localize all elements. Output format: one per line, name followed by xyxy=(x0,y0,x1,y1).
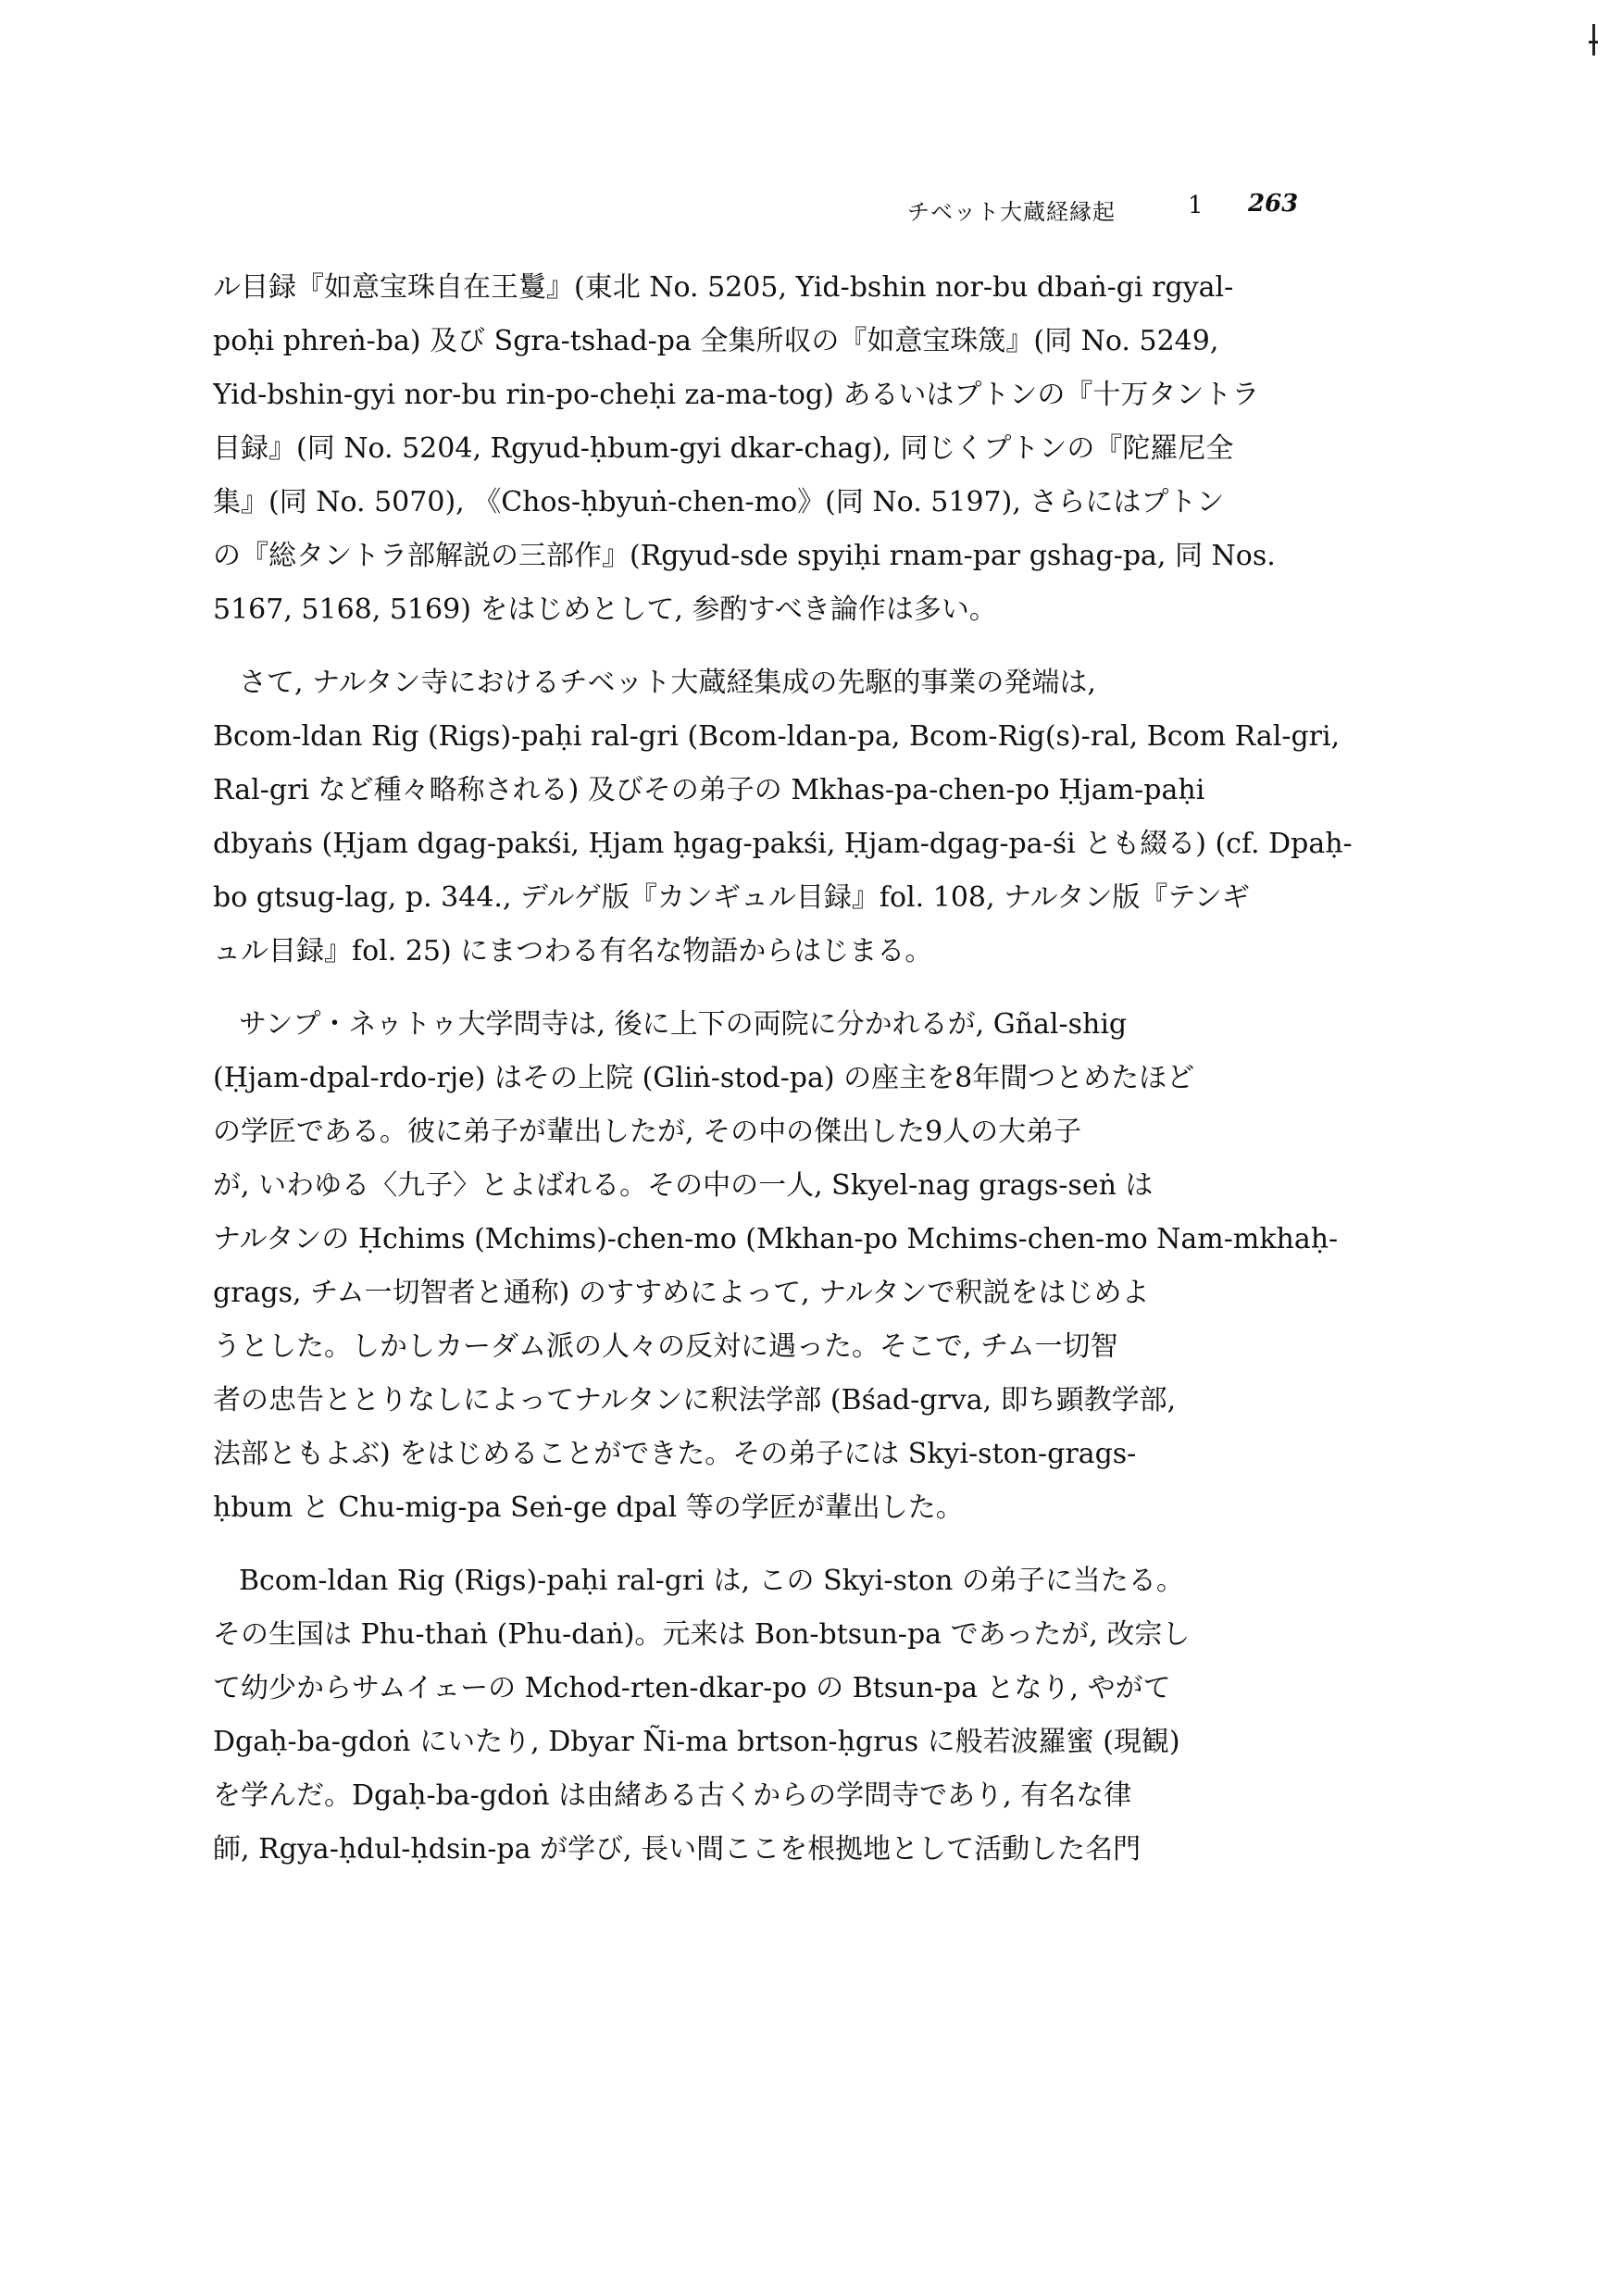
page-number: 263 xyxy=(1248,190,1299,218)
text-line: ḥbum と Chu-mig-pa Seṅ-ge dpal 等の学匠が輩出した。 xyxy=(213,1491,964,1524)
text-line: の学匠である。彼に弟子が輩出したが, その中の傑出した9人の大弟子 xyxy=(213,1116,1082,1148)
text-line: の『総タントラ部解説の三部作』(Rgyud-sde spyiḥi rnam-par gshag-pa, 同 Nos. xyxy=(213,540,1276,572)
text-line: ナルタンの Ḥchims (Mchims)-chen-mo (Mkhan-po Mchims-chen-mo Nam-mkhaḥ- xyxy=(213,1223,1339,1255)
text-line: ル目録『如意宝珠自在王鬘』(東北 No. 5205, Yid-bshin nor-bu dbaṅ-gi rgyal- xyxy=(213,271,1234,304)
body-text xyxy=(213,261,1370,1877)
paragraph-first-line: さて, ナルタン寺におけるチベット大蔵経集成の先駆的事業の発端は, xyxy=(239,667,1096,699)
text-line: 者の忠告ととりなしによってナルタンに釈法学部 (Bśad-grva, 即ち顕教学部, xyxy=(213,1384,1177,1416)
text-line: うとした。しかしカーダム派の人々の反対に遇った。そこで, チム一切智 xyxy=(213,1330,1118,1363)
margin-mark-tick xyxy=(1589,41,1598,44)
text-line: 5167, 5168, 5169) をはじめとして, 参酌すべき論作は多い。 xyxy=(213,593,997,626)
text-line: bo gtsug-lag, p. 344., デルゲ版『カンギュル目録』fol. 108, ナルタン版『テンギ xyxy=(213,881,1250,914)
running-title: チベット大蔵経縁起 xyxy=(907,199,1116,225)
text-line: その生国は Phu-thaṅ (Phu-daṅ)。元来は Bon-btsun-pa であったが, 改宗し xyxy=(213,1618,1191,1651)
text-line: Bcom-ldan Rig (Rigs)-paḥi ral-gri (Bcom-ldan-pa, Bcom-Rig(s)-ral, Bcom Ral-gri, xyxy=(213,720,1341,753)
text-line: 集』(同 No. 5070), 《Chos-ḥbyuṅ-chen-mo》(同 No. 5197), さらにはプトン xyxy=(213,486,1225,518)
text-line: 師, Rgya-ḥdul-ḥdsin-pa が学び, 長い間ここを根拠地として活動した名門 xyxy=(213,1833,1142,1866)
text-line: Dgaḥ-ba-gdoṅ にいたり, Dbyar Ñi-ma brtson-ḥgrus に般若波羅蜜 (現観) xyxy=(213,1726,1180,1758)
text-line: が, いわゆる〈九子〉とよばれる。その中の一人, Skyel-nag grags-seṅ は xyxy=(213,1169,1154,1202)
text-line: (Ḥjam-dpal-rdo-rje) はその上院 (Gliṅ-stod-pa) の座主を8年間つとめたほど xyxy=(213,1062,1195,1094)
text-line: ュル目録』fol. 25) にまつわる有名な物語からはじまる。 xyxy=(213,935,933,967)
paragraph-first-line: サンプ・ネゥトゥ大学問寺は, 後に上下の両院に分かれるが, Gñal-shig xyxy=(239,1008,1128,1041)
text-line: 法部ともよぶ) をはじめることができた。その弟子には Skyi-ston-grags- xyxy=(213,1438,1137,1470)
text-line: て幼少からサムイェーの Mchod-rten-dkar-po の Btsun-pa となり, やがて xyxy=(213,1672,1171,1704)
chapter-number: 1 xyxy=(1188,192,1204,219)
running-header xyxy=(907,190,1305,227)
text-line: を学んだ。Dgaḥ-ba-gdoṅ は由緒ある古くからの学問寺であり, 有名な律 xyxy=(213,1779,1132,1812)
paragraph-first-line: Bcom-ldan Rig (Rigs)-paḥi ral-gri は, この Skyi-ston の弟子に当たる。 xyxy=(239,1565,1184,1597)
text-line: grags, チム一切智者と通称) のすすめによって, ナルタンで釈説をはじめよ xyxy=(213,1277,1150,1309)
text-line: Yid-bshin-gyi nor-bu rin-po-cheḥi za-ma-tog) あるいはプトンの『十万タントラ xyxy=(213,379,1260,411)
text-line: Ral-gri など種々略称される) 及びその弟子の Mkhas-pa-chen-po Ḥjam-paḥi xyxy=(213,774,1205,806)
text-line: 目録』(同 No. 5204, Rgyud-ḥbum-gyi dkar-chag), 同じくプトンの『陀羅尼全 xyxy=(213,432,1234,465)
text-line: poḥi phreṅ-ba) 及び Sgra-tshad-pa 全集所収の『如意宝珠筬』(同 No. 5249, xyxy=(213,325,1219,357)
text-line: dbyaṅs (Ḥjam dgag-pakśi, Ḥjam ḥgag-pakśi, Ḥjam-dgag-pa-śi とも綴る) (cf. Dpaḥ- xyxy=(213,828,1353,860)
margin-mark xyxy=(1592,24,1595,56)
